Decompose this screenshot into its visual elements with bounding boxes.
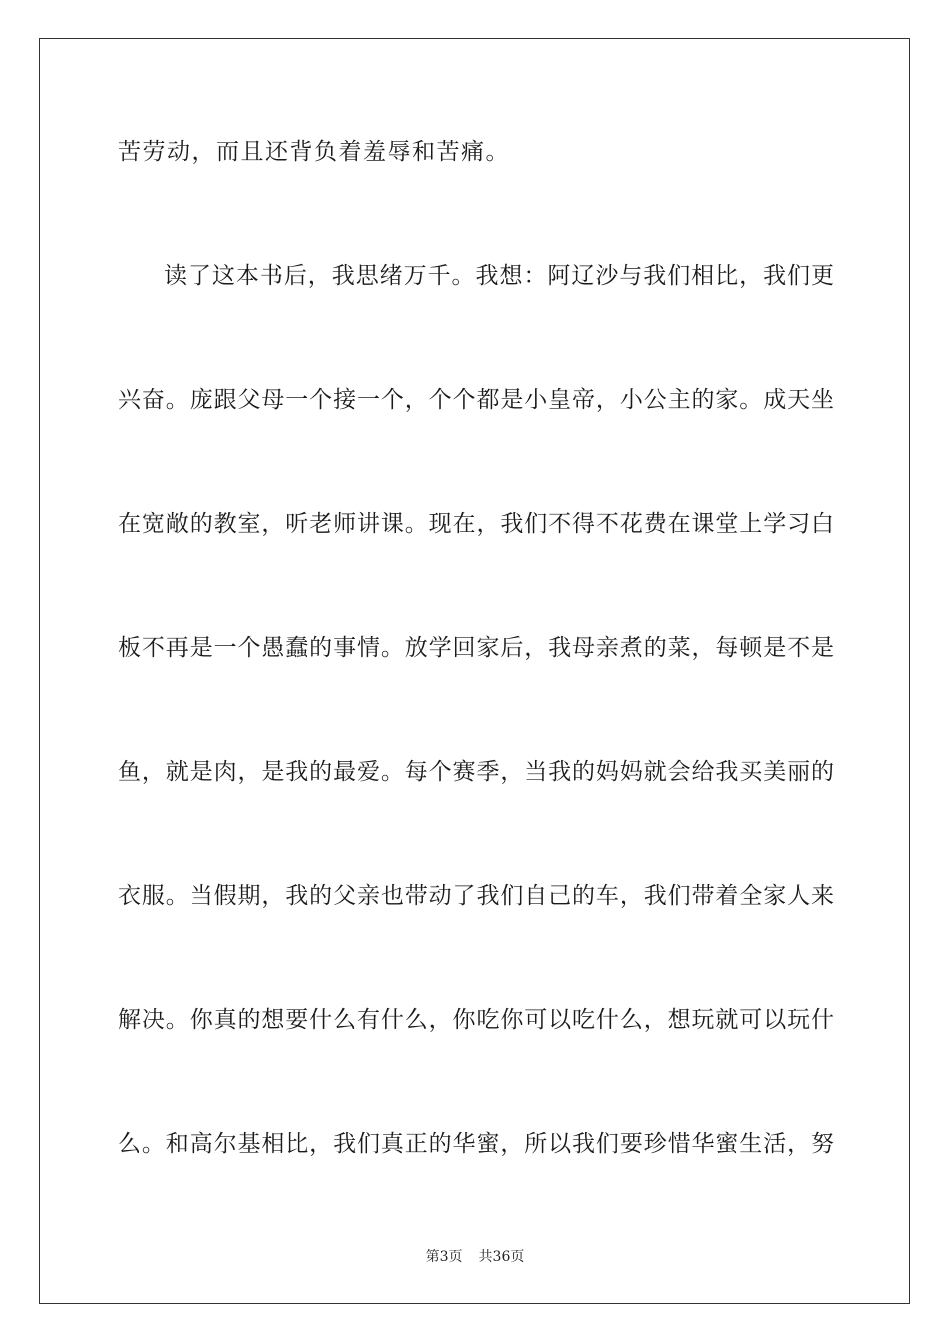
text-line-6: 鱼，就是肉，是我的最爱。每个赛季，当我的妈妈就会给我买美丽的 xyxy=(118,759,834,785)
page-border xyxy=(39,38,910,1304)
text-line-3: 兴奋。庞跟父母一个接一个，个个都是小皇帝，小公主的家。成天坐 xyxy=(118,387,834,413)
text-line-4: 在宽敞的教室，听老师讲课。现在，我们不得不花费在课堂上学习白 xyxy=(118,511,834,537)
page-total: 共36页 xyxy=(478,1249,525,1265)
text-line-8: 解决。你真的想要什么有什么，你吃你可以吃什么，想玩就可以玩什 xyxy=(118,1007,834,1033)
text-line-5: 板不再是一个愚蠢的事情。放学回家后，我母亲煮的菜，每顿是不是 xyxy=(118,635,834,661)
page-number: 第3页 xyxy=(425,1249,463,1265)
text-line-1: 苦劳动，而且还背负着羞辱和苦痛。 xyxy=(118,139,510,165)
page-footer xyxy=(0,1247,950,1267)
text-line-2: 读了这本书后，我思绪万千。我想：阿辽沙与我们相比，我们更 xyxy=(164,263,834,289)
text-line-7: 衣服。当假期，我的父亲也带动了我们自己的车，我们带着全家人来 xyxy=(118,883,834,909)
text-line-9: 么。和高尔基相比，我们真正的华蜜，所以我们要珍惜华蜜生活，努 xyxy=(118,1131,834,1157)
